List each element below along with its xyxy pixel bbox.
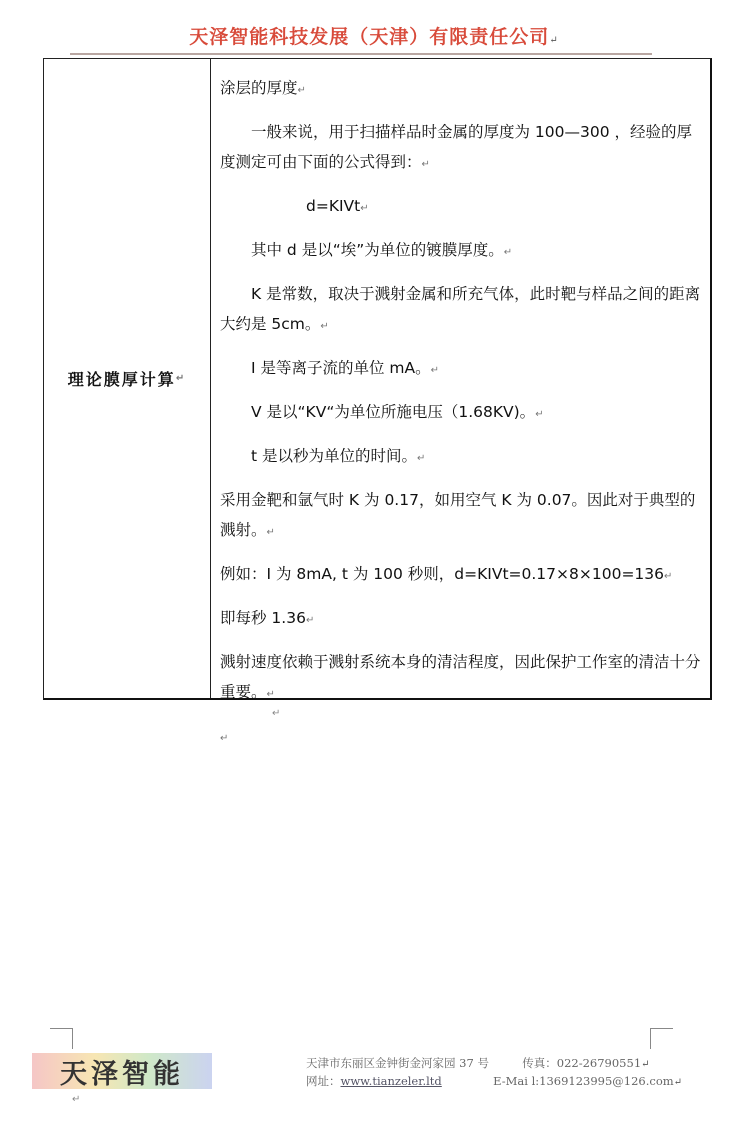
paragraph-mark: ↵ (360, 203, 369, 214)
paragraph-mark: ↵ (641, 1059, 650, 1070)
web-label: 网址： (306, 1074, 341, 1088)
paragraph-text: t 是以秒为单位的时间。 (251, 447, 418, 465)
paragraph-text: K 是常数，取决于溅射金属和所充气体，此时靶与样品之间的距离大约是 5cm。 (220, 285, 701, 333)
paragraph-text: 一般来说，用于扫描样品时金属的厚度为 100—300 ，经验的厚度测定可由下面的公式得到： (220, 123, 693, 171)
address: 天津市东丽区金钟街金河家园 37 号 (306, 1056, 489, 1070)
footer-line-address (306, 1055, 736, 1073)
paragraph-mark: ↵ (549, 35, 559, 46)
email-address[interactable]: 1369123995@126.com (539, 1074, 674, 1088)
paragraph (220, 647, 706, 710)
footer-line-web (306, 1073, 736, 1091)
paragraph-mark: ↵ (175, 373, 187, 384)
website-link[interactable]: www.tianzeler.ltd (340, 1074, 442, 1088)
column-divider (210, 59, 211, 698)
paragraph-text: I 是等离子流的单位 mA。 (251, 359, 431, 377)
paragraph-mark: ↵ (503, 247, 513, 258)
content-cell (220, 73, 706, 765)
label-cell (44, 59, 210, 698)
paragraph-text: 溅射速度依赖于溅射系统本身的清洁程度，因此保护工作室的清洁十分重要。 (220, 653, 701, 701)
paragraph-mark: ↵ (272, 708, 281, 719)
paragraph-text: 即每秒 1.36 (220, 609, 306, 627)
paragraph (220, 603, 706, 636)
company-name: 天泽智能科技发展（天津）有限责任公司 (189, 26, 550, 48)
paragraph-mark: ↵ (664, 571, 673, 582)
crop-corner-left (50, 1028, 73, 1049)
paragraph-text: 涂层的厚度 (220, 79, 298, 97)
paragraph (220, 279, 706, 342)
paragraph-text: V 是以“KV“为单位所施电压（1.68KV)。 (251, 403, 536, 421)
paragraph (220, 441, 706, 474)
empty-paragraph (220, 721, 706, 754)
paragraph-mark: ↵ (305, 615, 315, 626)
paragraph-mark: ↵ (266, 527, 275, 538)
company-logo (32, 1053, 212, 1089)
content-table (43, 58, 712, 744)
paragraph-text: 采用金靶和氩气时 K 为 0.17，如用空气 K 为 0.07。因此对于典型的溅射。 (220, 491, 696, 539)
paragraph (220, 353, 706, 386)
paragraph-mark: ↵ (535, 409, 544, 420)
formula (220, 191, 706, 224)
email-label: E-Mai l: (493, 1074, 540, 1088)
paragraph-mark: ↵ (421, 159, 430, 170)
paragraph (220, 559, 706, 592)
paragraph-mark: ↵ (673, 1077, 683, 1088)
paragraph (220, 117, 706, 180)
crop-corner-right (650, 1028, 673, 1049)
paragraph-text: 例如：I 为 8mA, t 为 100 秒则，d=KIVt=0.17×8×100=136 (220, 565, 665, 583)
paragraph-text: 其中 d 是以“埃”为单位的镀膜厚度。 (251, 241, 504, 259)
paragraph-mark: ↵ (220, 733, 229, 744)
paragraph-mark: ↵ (430, 365, 440, 376)
logo-text: 天泽智能 (60, 1058, 184, 1090)
paragraph-mark: ↵ (72, 1094, 81, 1105)
footer-contact (306, 1055, 736, 1091)
paragraph-mark: ↵ (417, 453, 426, 464)
paragraph (220, 485, 706, 548)
paragraph-mark: ↵ (266, 689, 275, 700)
paragraph-mark: ↵ (297, 85, 306, 96)
paragraph-mark: ↵ (320, 321, 329, 332)
paragraph (220, 235, 706, 268)
company-title (0, 22, 748, 49)
formula-text: d=KIVt (306, 197, 361, 215)
section-label: 理论膜厚计算 (67, 370, 176, 389)
paragraph (220, 73, 706, 106)
fax-label: 传真： (522, 1056, 557, 1070)
paragraph (220, 397, 706, 430)
fax-number: 022-26790551 (556, 1056, 642, 1070)
header-rule (70, 53, 652, 55)
